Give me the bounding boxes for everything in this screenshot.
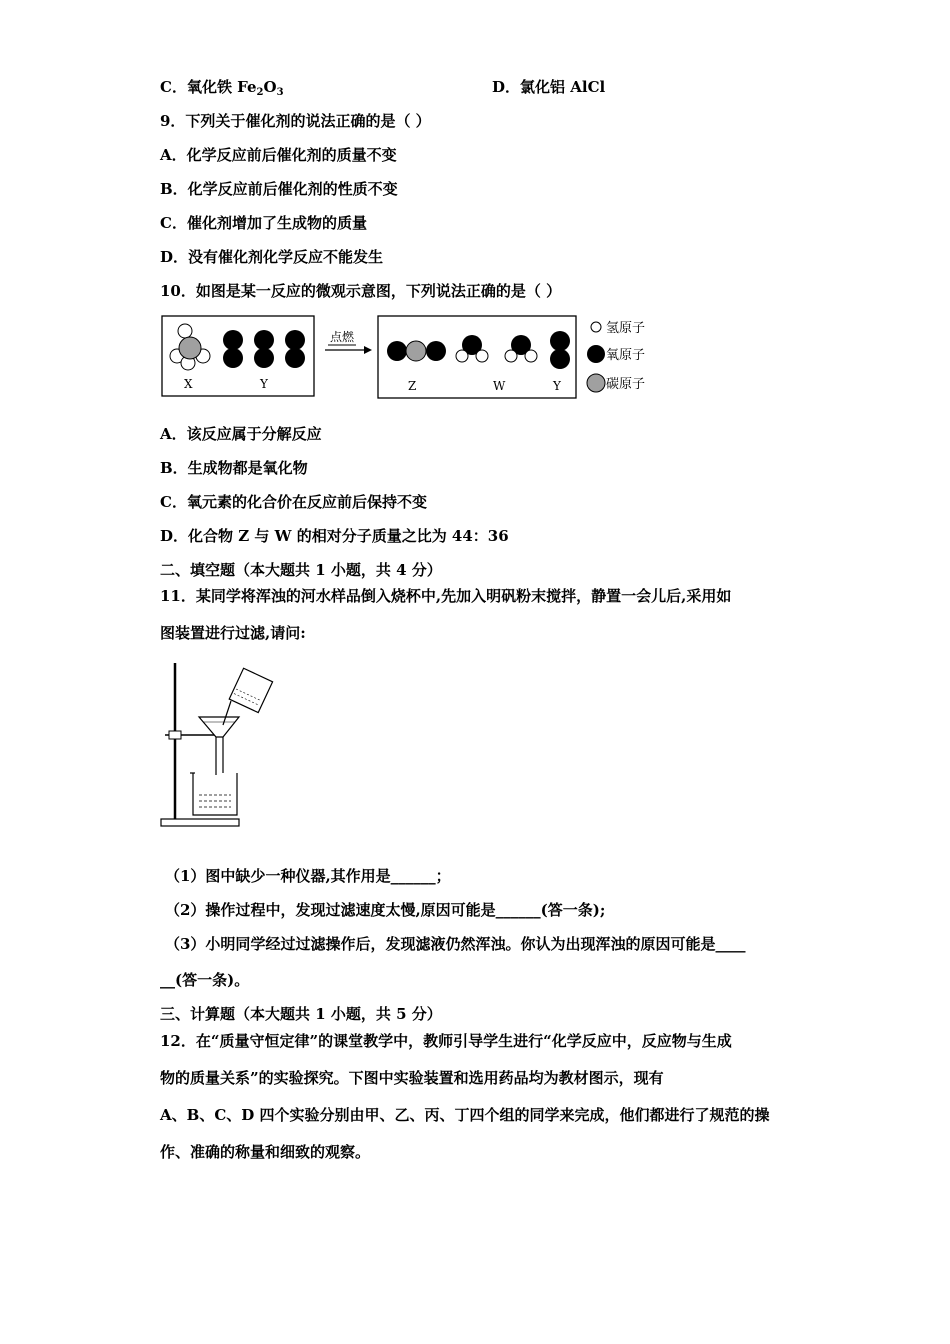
reaction-arrow-icon (364, 346, 372, 354)
q10-option-a: A．该反应属于分解反应 (160, 425, 322, 443)
q12-line2: 物的质量关系”的实验探究。下图中实验装置和选用药品均为教材图示，现有 (160, 1069, 664, 1087)
molecule-y-right (550, 331, 570, 369)
q11-sub1: （1）图中缺少一种仪器,其作用是______； (165, 867, 451, 885)
q11-sub3-line1: （3）小明同学经过过滤操作后，发现滤液仍然浑浊。你认为出现浑浊的原因可能是____ (165, 935, 746, 953)
q10-stem: 10．如图是某一反应的微观示意图，下列说法正确的是（ ） (160, 282, 562, 300)
q8-option-d: D．氯化铝 AlCl (492, 78, 606, 96)
q11-sub2: （2）操作过程中，发现过滤速度太慢,原因可能是______(答一条); (165, 901, 606, 919)
molecule-x (170, 324, 210, 370)
label-x: X (184, 377, 193, 391)
q9-option-d: D．没有催化剂化学反应不能发生 (160, 248, 384, 266)
legend-hydrogen: 氢原子 (606, 321, 646, 336)
q9-option-b: B．化学反应前后催化剂的性质不变 (160, 180, 398, 198)
q9-option-a: A．化学反应前后催化剂的质量不变 (160, 146, 397, 164)
q10-option-d: D．化合物 Z 与 W 的相对分子质量之比为 44：36 (160, 527, 509, 545)
q11-sub3-line2: __(答一条)。 (160, 971, 250, 989)
q11-stem-line1: 11．某同学将浑浊的河水样品倒入烧杯中,先加入明矾粉末搅拌，静置一会儿后,采用如 (160, 587, 732, 605)
q12-line1: 12．在“质量守恒定律”的课堂教学中，教师引导学生进行“化学反应中，反应物与生成 (160, 1032, 732, 1050)
q9-option-c: C．催化剂增加了生成物的质量 (160, 214, 367, 232)
label-z: Z (408, 379, 417, 393)
section-3-heading: 三、计算题（本大题共 1 小题，共 5 分） (160, 1005, 442, 1023)
molecule-z (387, 341, 446, 361)
legend-carbon: 碳原子 (606, 377, 646, 392)
legend (587, 321, 645, 392)
q10-option-b: B．生成物都是氧化物 (160, 459, 308, 477)
molecule-y-group (223, 330, 305, 368)
q12-line4: 作、准确的称量和细致的观察。 (160, 1143, 371, 1161)
molecule-w (456, 335, 537, 362)
label-y-left: Y (260, 377, 268, 391)
q12-line3: A、B、C、D 四个实验分别由甲、乙、丙、丁四个组的同学来完成，他们都进行了规范的操 (160, 1106, 770, 1124)
arrow-label: 点燃 (330, 330, 355, 344)
q8-option-c: C．氧化铁 $Fe_2O_3$ (160, 78, 284, 98)
reaction-micro-diagram (160, 312, 670, 402)
q11-stem-line2: 图装置进行过滤,请问: (160, 624, 306, 642)
label-w: W (493, 379, 506, 393)
q10-option-c: C．氧元素的化合价在反应前后保持不变 (160, 493, 427, 511)
section-2-heading: 二、填空题（本大题共 1 小题，共 4 分） (160, 561, 442, 579)
label-y-right: Y (553, 379, 561, 393)
filtration-apparatus (155, 655, 285, 835)
q9-stem: 9．下列关于催化剂的说法正确的是（ ） (160, 112, 431, 130)
legend-oxygen: 氧原子 (606, 348, 646, 363)
